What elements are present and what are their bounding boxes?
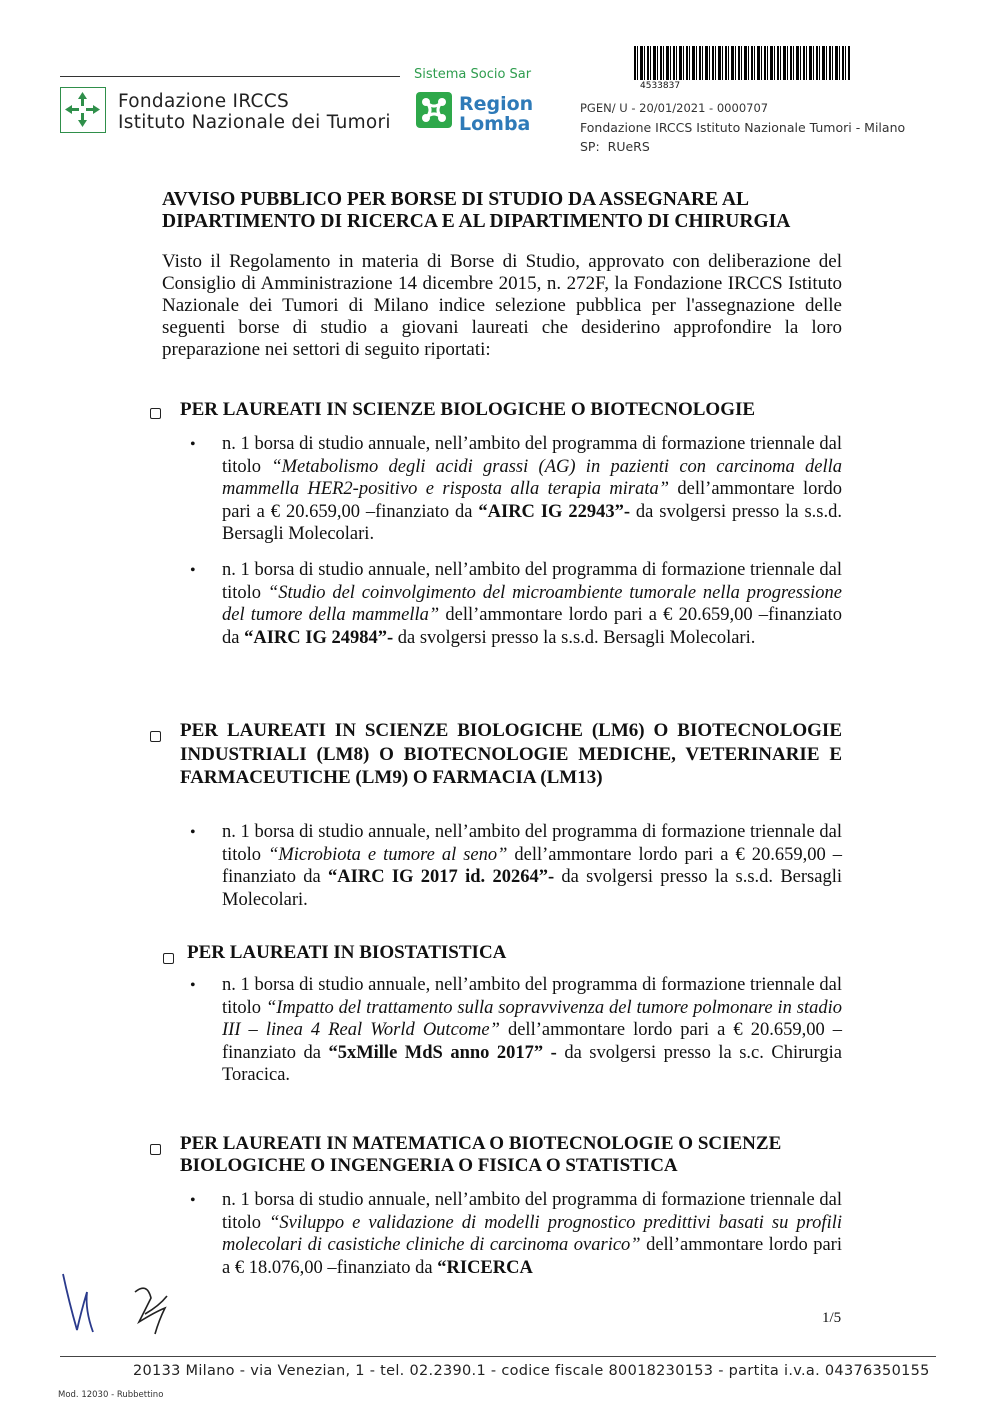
fondazione-logo — [60, 87, 106, 133]
item-funder: “AIRC IG 2017 id. 20264”- — [328, 867, 555, 887]
section-heading: PER LAUREATI IN SCIENZE BIOLOGICHE O BIOTECNOLOGIE — [180, 399, 756, 420]
barcode-number: 4533837 — [640, 81, 681, 91]
item-funder: “5xMille MdS anno 2017” - — [328, 1042, 557, 1063]
signature-initials — [55, 1262, 195, 1342]
page-number: 1/5 — [822, 1310, 842, 1326]
sp-value: RUeRS — [607, 139, 650, 154]
bullet-dot: • — [190, 977, 196, 994]
protocol-org: Fondazione IRCCS Istituto Nazionale Tumori - Milano — [580, 120, 906, 135]
list-item — [222, 821, 842, 911]
form-code: Mod. 12030 - Rubbettino — [58, 1390, 164, 1400]
arrows-logo-icon — [61, 88, 104, 131]
list-item — [222, 559, 842, 649]
section-heading: PER LAUREATI IN SCIENZE BIOLOGICHE (LM6) O BIOTECNOLOGIE INDUSTRIALI (LM8) O BIOTECNOLOGIE MEDICHE, VETERINARIE E FARMACEUTICHE (LM9) O FARMACIA (LM13) — [180, 720, 842, 788]
item-text: n. 1 borsa di studio annuale, nell’ambito del programma di formazione triennale dal titolo — [222, 560, 842, 603]
section-checkbox — [150, 404, 161, 422]
region-logo — [416, 92, 452, 128]
item-location: da svolgersi presso la s.s.d. Bersagli Molecolari. — [393, 627, 756, 648]
item-amount: dell’ammontare lordo pari a € 18.076,00 –finanziato da — [222, 1235, 842, 1278]
barcode — [634, 46, 850, 80]
item-text: n. 1 borsa di studio annuale, nell’ambito del programma di formazione triennale dal titolo — [222, 975, 842, 1018]
rosa-camuna-icon — [416, 92, 452, 128]
footer-address: 20133 Milano - via Venezian, 1 - tel. 02.2390.1 - codice fiscale 80018230153 - partita i.v.a. 04376350155 — [133, 1363, 930, 1379]
section-checkbox — [150, 727, 161, 745]
item-text: n. 1 borsa di studio annuale, nell’ambito del programma di formazione triennale dal titolo — [222, 1190, 842, 1233]
document-title-line2: DIPARTIMENTO DI RICERCA E AL DIPARTIMENTO DI CHIRURGIA — [162, 211, 791, 232]
list-item — [222, 433, 842, 546]
item-funder: “AIRC IG 24984”- — [244, 627, 394, 648]
item-text: n. 1 borsa di studio annuale, nell’ambito del programma di formazione triennale dal titolo — [222, 434, 842, 477]
item-location: da svolgersi presso la s.s.d. Bersagli Molecolari. — [222, 867, 842, 910]
footer-rule — [60, 1356, 936, 1357]
item-location: da svolgersi presso la s.c. Chirurgia Toracica. — [222, 1042, 842, 1085]
bullet-dot: • — [190, 1192, 196, 1209]
item-title: “Sviluppo e validazione di modelli prognostico predittivi basati su profili molecolari di casistiche cliniche di carcinoma ovarico” — [222, 1212, 842, 1255]
list-item — [222, 974, 842, 1087]
item-title: “Studio del coinvolgimento del microambiente tumorale nella progressione del tumore della mammella” — [222, 582, 843, 625]
sistema-label: Sistema Socio Sar — [414, 67, 532, 82]
region-line1: Region — [459, 93, 534, 115]
item-amount: dell’ammontare lordo pari a € 20.659,00 –finanziato da — [222, 844, 842, 887]
intro-paragraph: Visto il Regolamento in materia di Borse di Studio, approvato con deliberazione del Consiglio di Amministrazione 14 dicembre 2015, n. 272F, la Fondazione IRCCS Istituto Nazionale dei Tumori di Milano indice selezione pubblica per l'assegnazione delle seguenti borse di studio a giovani laureati che desiderino approfondire la loro preparazione nei settori di seguito riportati: — [162, 251, 842, 360]
item-title: “Microbiota e tumore al seno” — [268, 844, 508, 865]
item-funder: “AIRC IG 22943”- — [478, 501, 630, 522]
sp-label: SP: — [580, 139, 600, 154]
org-name-line2: Istituto Nazionale dei Tumori — [118, 112, 391, 133]
list-item — [222, 1189, 842, 1279]
item-title: “Impatto del trattamento sulla sopravvivenza del tumore polmonare in stadio III – linea 4 Real World Outcome” — [222, 997, 842, 1040]
item-amount: dell’ammontare lordo pari a € 20.659,00 –finanziato da — [222, 1020, 843, 1063]
document-title-line1 — [162, 189, 842, 211]
title-line1-text: AVVISO PUBBLICO PER BORSE DI STUDIO DA ASSEGNARE AL — [162, 189, 749, 210]
bullet-dot: • — [190, 436, 196, 453]
section-checkbox — [150, 1140, 161, 1158]
bullet-dot: • — [190, 824, 196, 841]
org-name-line1: Fondazione IRCCS — [118, 91, 290, 112]
region-line2: Lomba — [459, 113, 531, 135]
item-location: da svolgersi presso la s.s.d. Bersagli Molecolari. — [222, 501, 842, 544]
item-text: n. 1 borsa di studio annuale, nell’ambito del programma di formazione triennale dal titolo — [222, 822, 842, 865]
section-checkbox — [163, 949, 174, 967]
section-heading: PER LAUREATI IN BIOSTATISTICA — [187, 942, 507, 963]
item-funder: “RICERCA — [437, 1257, 533, 1278]
section-heading: PER LAUREATI IN MATEMATICA O BIOTECNOLOGIE O SCIENZE BIOLOGICHE O INGENGERIA O FISICA O STATISTICA — [180, 1133, 782, 1176]
bullet-dot: • — [190, 562, 196, 579]
item-title: “Metabolismo degli acidi grassi (AG) in pazienti con carcinoma della mammella HER2-positivo e risposta alla terapia mirata” — [222, 456, 843, 499]
sp-line — [580, 139, 650, 154]
header-rule — [60, 76, 400, 77]
item-amount: dell’ammontare lordo pari a € 20.659,00 –finanziato da — [222, 479, 842, 522]
protocol-number: PGEN/ U - 20/01/2021 - 0000707 — [580, 101, 769, 115]
item-amount: dell’ammontare lordo pari a € 20.659,00 –finanziato da — [222, 605, 842, 648]
